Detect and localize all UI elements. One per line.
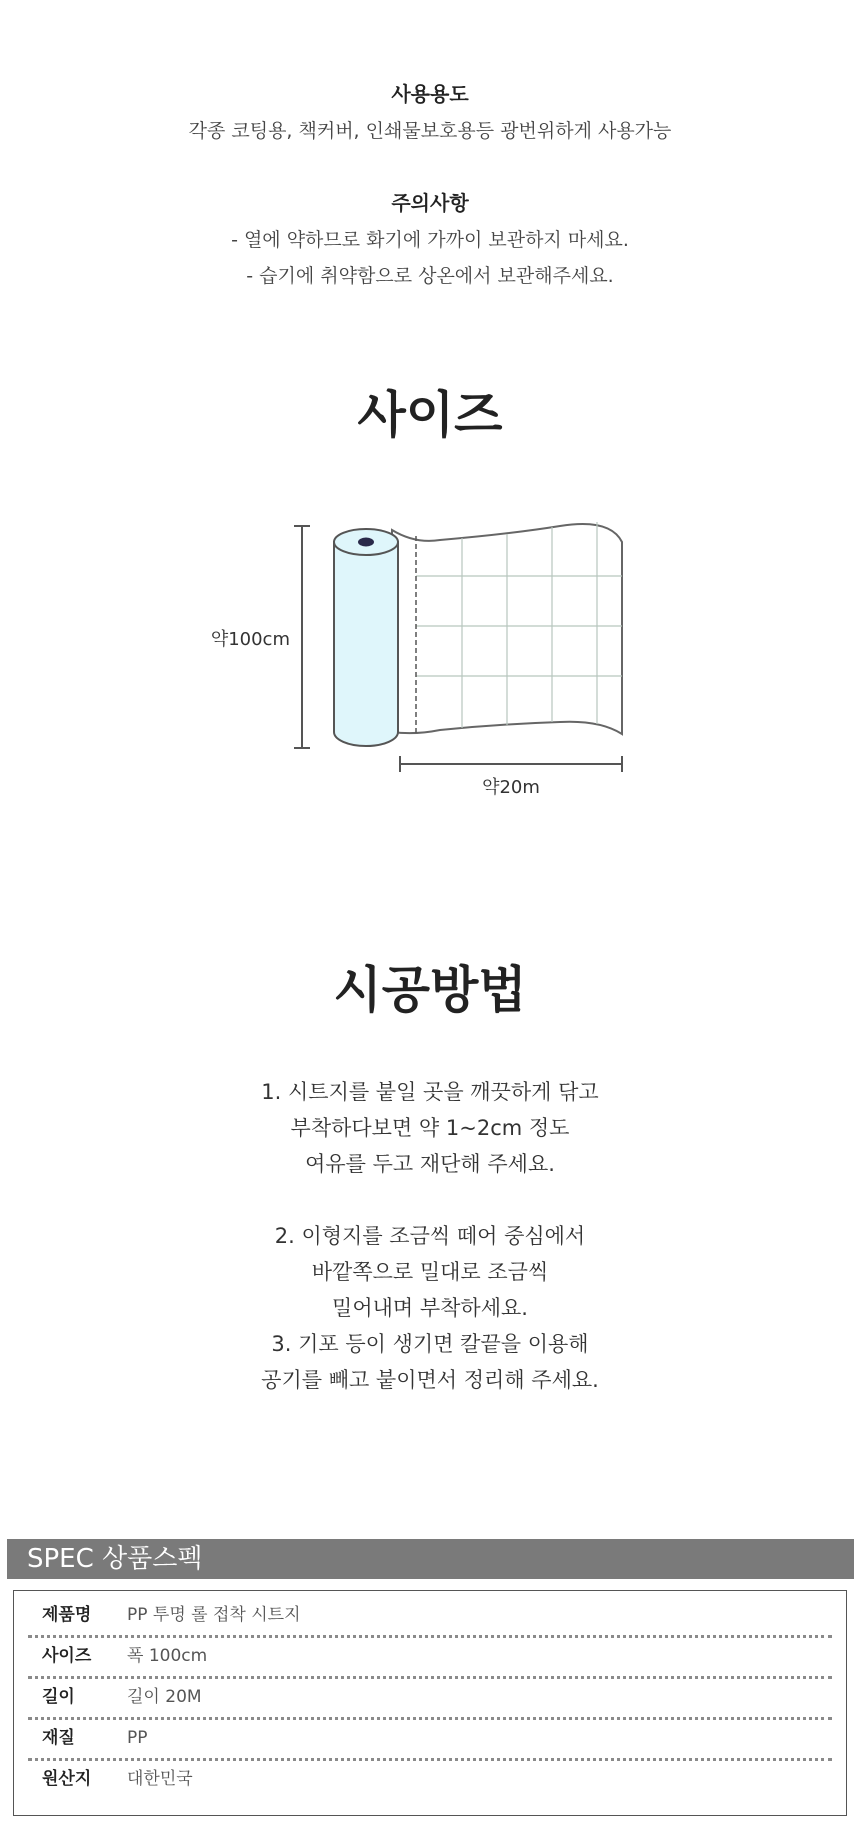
spec-row-size (28, 1636, 832, 1676)
caution-line-1: - 열에 약하므로 화기에 가까이 보관하지 마세요. (231, 229, 629, 251)
spec-table (13, 1590, 847, 1816)
spec-key: 길이 (42, 1687, 75, 1707)
spec-row-material (28, 1718, 832, 1758)
spec-key: 원산지 (42, 1769, 92, 1789)
height-label: 약100cm (210, 629, 290, 650)
roll-diagram (0, 510, 860, 810)
spec-key: 제품명 (42, 1605, 92, 1625)
method-line-1: 1. 시트지를 붙일 곳을 깨끗하게 닦고 (261, 1080, 599, 1104)
caution-line-2: - 습기에 취약함으로 상온에서 보관해주세요. (246, 265, 614, 287)
spec-value: 길이 20M (127, 1687, 202, 1707)
length-label: 약20m (482, 777, 540, 798)
method-line-3: 여유를 두고 재단해 주세요. (305, 1152, 555, 1176)
usage-title: 사용용도 (391, 82, 469, 106)
spec-header: SPEC 상품스펙 (7, 1539, 854, 1579)
spec-key: 재질 (42, 1728, 75, 1748)
spec-value: PP 투명 롤 접착 시트지 (127, 1605, 301, 1625)
spec-row-product-name (28, 1595, 832, 1635)
method-line-4: 2. 이형지를 조금씩 떼어 중심에서 (274, 1224, 586, 1248)
method-line-2: 부착하다보면 약 1~2cm 정도 (290, 1116, 570, 1140)
spec-row-length (28, 1677, 832, 1717)
method-line-6: 밀어내며 부착하세요. (332, 1296, 528, 1320)
spec-value: 폭 100cm (127, 1646, 208, 1666)
spec-value: PP (127, 1728, 148, 1748)
size-title: 사이즈 (357, 386, 503, 444)
spec-value: 대한민국 (127, 1769, 193, 1789)
spec-key: 사이즈 (42, 1646, 92, 1666)
spec-row-origin (28, 1759, 832, 1799)
method-title: 시공방법 (333, 961, 527, 1019)
caution-title: 주의사항 (391, 191, 469, 215)
method-line-8: 공기를 빼고 붙이면서 정리해 주세요. (261, 1368, 599, 1392)
method-line-7: 3. 기포 등이 생기면 칼끝을 이용해 (271, 1332, 589, 1356)
usage-text: 각종 코팅용, 책커버, 인쇄물보호용등 광번위하게 사용가능 (188, 120, 672, 142)
method-line-5: 바깥쪽으로 밀대로 조금씩 (311, 1260, 549, 1284)
